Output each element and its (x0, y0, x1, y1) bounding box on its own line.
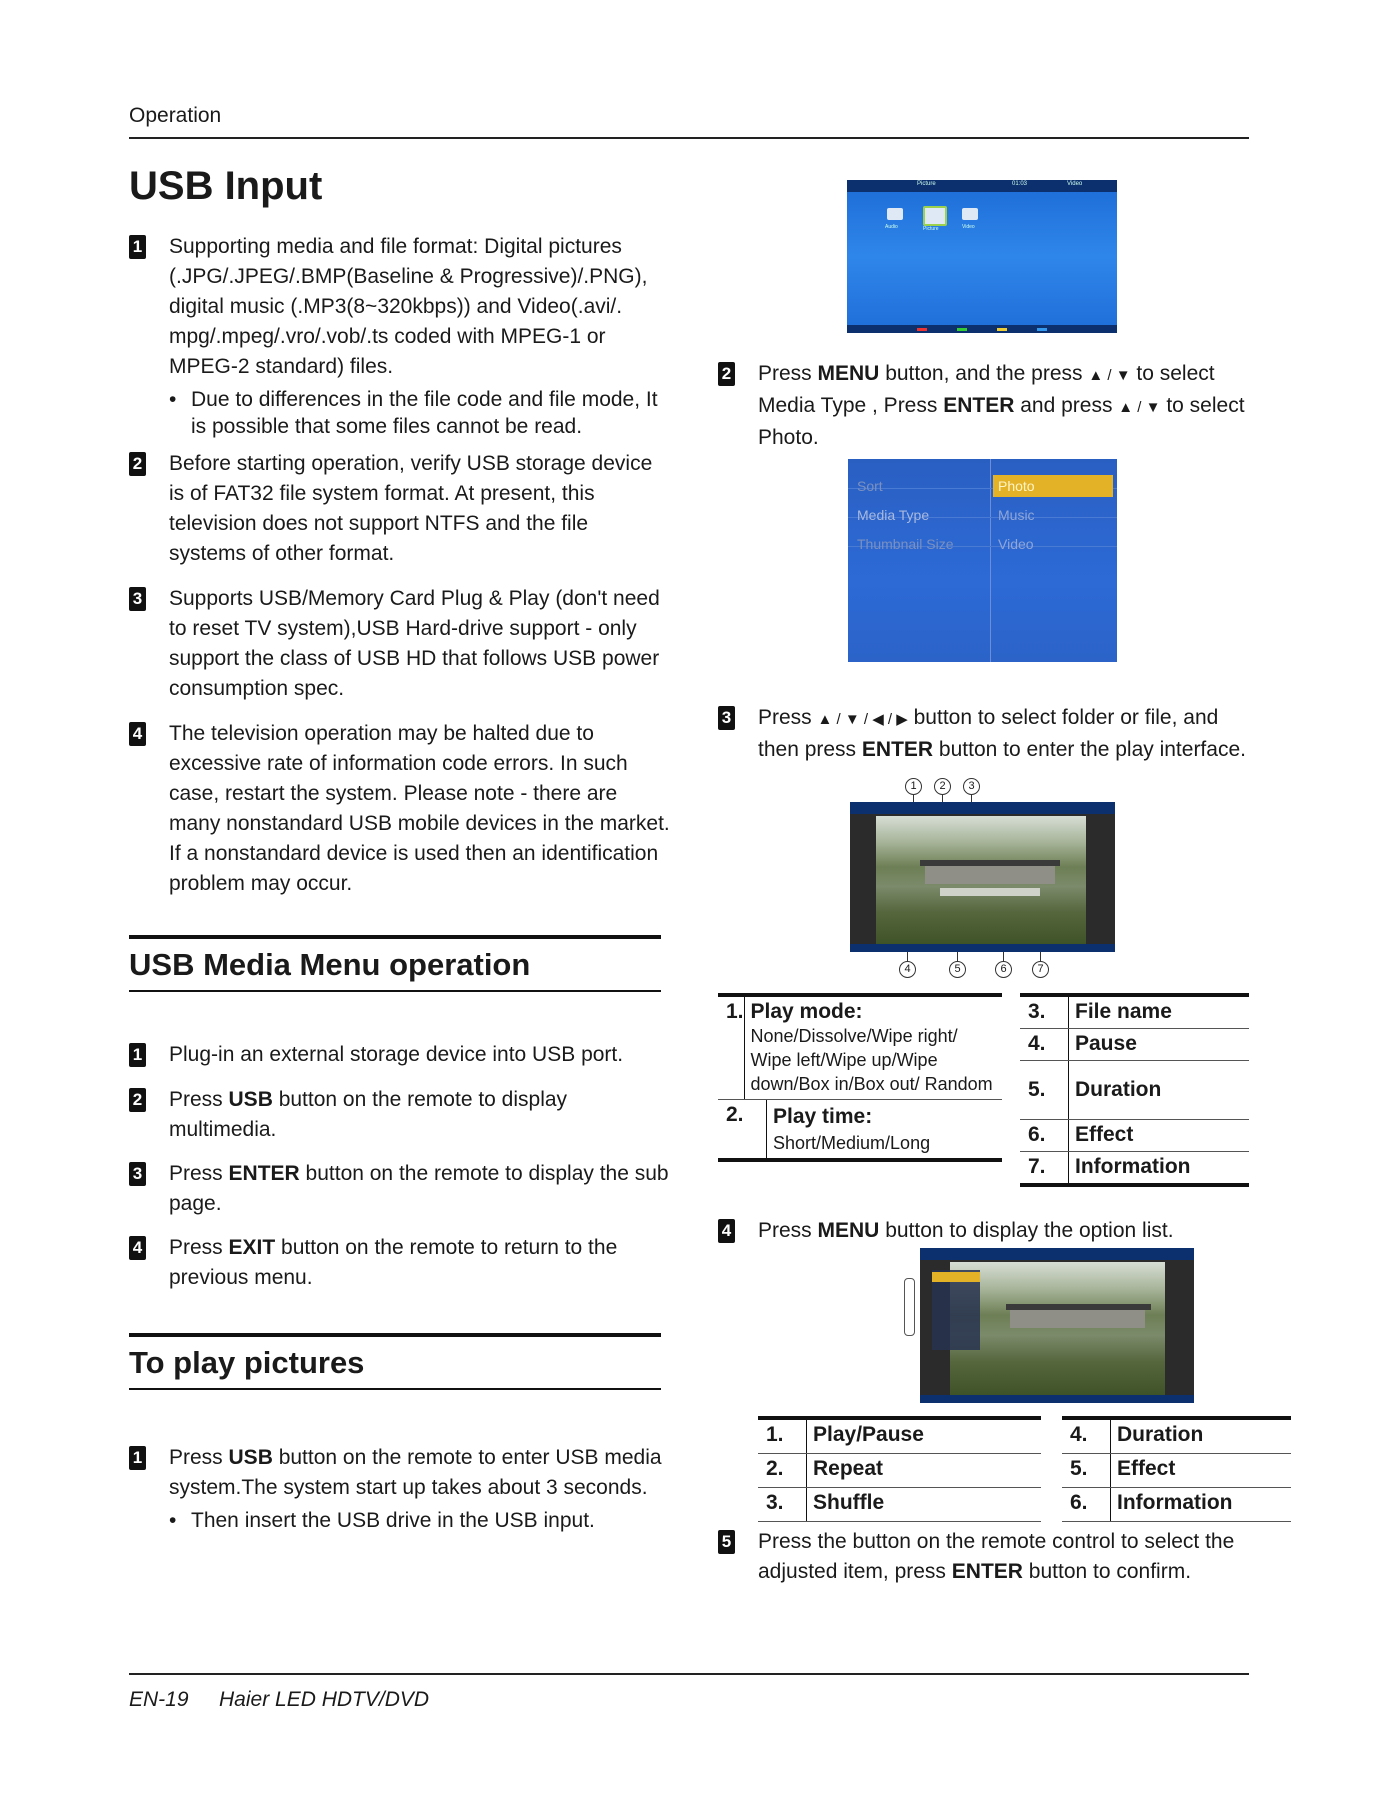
icon-label: Video (962, 224, 975, 230)
option-label: Effect (1117, 1457, 1176, 1480)
step-number-badge: 4 (129, 1236, 146, 1260)
menu-option: Sort (857, 478, 883, 494)
intro-step-2 (129, 449, 669, 569)
menu-value: Video (998, 536, 1034, 552)
step-bullet: • Then insert the USB drive in the USB input. (169, 1507, 674, 1534)
table-row: 7. Information (1020, 1152, 1249, 1183)
step-number-badge: 3 (129, 1162, 146, 1186)
step-text: Supports USB/Memory Card Plug & Play (don't need to reset TV system),USB Hard-drive support - only support the class of USB HD that follows USB power consumption spec. (169, 587, 660, 700)
table-row: 2. Play time: Short/Medium/Long (718, 1100, 1002, 1158)
table-row: 2. Repeat (758, 1454, 1041, 1488)
playback-options-table-right (1020, 993, 1249, 1187)
option-label: Information (1075, 1155, 1191, 1178)
media-step-1 (129, 1040, 669, 1070)
media-type-menu-image (848, 459, 1117, 662)
callout-number: 1 (905, 778, 922, 795)
key-name: ENTER (951, 1560, 1023, 1583)
step-number-badge: 2 (718, 362, 735, 386)
key-name: ENTER (861, 738, 934, 761)
key-name: MENU (817, 362, 880, 385)
page-title: USB Input (129, 164, 323, 208)
option-list-image (920, 1248, 1194, 1403)
folder-icon (923, 206, 947, 226)
table-row: 5. Duration (1020, 1061, 1249, 1120)
callout-number: 6 (995, 961, 1012, 978)
right-step-5: 5 Press the button on the remote control to select the adjusted item, press ENTER button to confirm. (718, 1527, 1258, 1587)
screen-tab: Picture (917, 181, 936, 187)
callout-number: 4 (899, 961, 916, 978)
media-step-2: 2 Press USB button on the remote to display multimedia. (129, 1085, 669, 1145)
menu-option: Media Type (857, 507, 930, 523)
table-row: 1. Play/Pause (758, 1420, 1041, 1454)
callout-number: 7 (1032, 961, 1049, 978)
table-row: 6. Effect (1020, 1120, 1249, 1152)
arrow-keys-icon: ▲ / ▼ / ◀ / ▶ (817, 711, 908, 728)
key-name: EXIT (228, 1236, 276, 1259)
option-label: Play/Pause (813, 1423, 924, 1446)
callout-number: 3 (963, 778, 980, 795)
option-label: Effect (1075, 1123, 1134, 1146)
section-heading-play-pictures: To play pictures (129, 1333, 661, 1390)
step-number-badge: 1 (129, 1446, 146, 1470)
callout-number: 5 (949, 961, 966, 978)
step-text: Supporting media and file format: Digital pictures (.JPG/.JPEG/.BMP(Baseline & Progressive)/.PNG), digital music (.MP3(8~320kbps)) and Video(.avi/. mpg/.mpeg/.vro/.vob/.ts coded with MPEG-1 or MPEG-2 standard) files. (169, 235, 648, 378)
playback-options-table-left (718, 993, 1002, 1162)
section-heading-media-menu: USB Media Menu operation (129, 935, 661, 992)
photo-playback-image (850, 802, 1115, 952)
table-row: 4. Duration (1062, 1420, 1291, 1454)
step-number-badge: 4 (718, 1219, 735, 1243)
option-label: Repeat (813, 1457, 884, 1480)
option-label: Shuffle (813, 1491, 885, 1514)
table-row: 4. Pause (1020, 1029, 1249, 1061)
table-row: 5. Effect (1062, 1454, 1291, 1488)
option-label: Pause (1075, 1032, 1137, 1055)
play-step-1: 1 Press USB button on the remote to enter USB media system.The system start up takes about 3 seconds. • Then insert the USB drive in the USB input. (129, 1443, 674, 1534)
screen-tab: 01:03 (1012, 181, 1028, 187)
table-row: 3. File name (1020, 997, 1249, 1029)
section-label: Operation (129, 104, 222, 127)
arrow-keys-icon: ▲ / ▼ (1088, 367, 1131, 384)
step-number-badge: 2 (129, 1088, 146, 1112)
icon-label: Picture (923, 226, 939, 232)
step-bullet: • Due to differences in the file code and file mode, It is possible that some files cannot be read. (169, 386, 669, 440)
option-list-table-left (758, 1416, 1041, 1522)
option-values: None/Dissolve/Wipe right/ Wipe left/Wipe up/Wipe down/Box in/Box out/ Random (750, 1026, 993, 1094)
media-step-3: 3 Press ENTER button on the remote to display the sub page. (129, 1159, 669, 1219)
key-name: USB (228, 1446, 273, 1469)
media-step-4: 4 Press EXIT button on the remote to return to the previous menu. (129, 1233, 669, 1293)
step-text: Before starting operation, verify USB storage device is of FAT32 file system format. At present, this television does not support NTFS and the file systems of other format. (169, 452, 653, 565)
step-number-badge: 1 (129, 235, 146, 259)
option-label: File name (1075, 1000, 1172, 1023)
footer-rule (129, 1673, 1249, 1675)
table-row: 1. Play mode: None/Dissolve/Wipe right/ Wipe left/Wipe up/Wipe down/Box in/Box out/ Random (718, 997, 1002, 1100)
option-label: Information (1117, 1491, 1233, 1514)
menu-value: Music (998, 507, 1035, 523)
step-number-badge: 3 (129, 587, 146, 611)
step-text: Plug-in an external storage device into USB port. (169, 1043, 624, 1066)
step-number-badge: 4 (129, 722, 146, 746)
intro-step-1 (129, 232, 669, 440)
callout-number: 2 (934, 778, 951, 795)
folder-icon (887, 208, 903, 220)
step-number-badge: 5 (718, 1530, 735, 1554)
key-name: MENU (817, 1219, 880, 1242)
right-step-3: 3 Press ▲ / ▼ / ◀ / ▶ button to select folder or file, and then press ENTER button to enter the play interface. (718, 703, 1258, 765)
option-label: Play time: (773, 1105, 873, 1128)
page-number: EN-19 (129, 1688, 189, 1711)
callout-stack (904, 1278, 915, 1336)
option-values: Short/Medium/Long (773, 1133, 931, 1153)
step-number-badge: 2 (129, 452, 146, 476)
option-list-table-right (1062, 1416, 1291, 1522)
usb-home-screen-image (847, 180, 1117, 333)
product-name: Haier LED HDTV/DVD (219, 1688, 430, 1711)
step-text: The television operation may be halted due to excessive rate of information code errors. In such case, restart the system. Please note - there are many nonstandard USB mobile devices in the market. If a nonstandard device is used then an identification problem may occur. (169, 722, 670, 895)
screen-tab: Video (1067, 181, 1083, 187)
option-label: Duration (1117, 1423, 1204, 1446)
table-row: 3. Shuffle (758, 1488, 1041, 1521)
option-label: Play mode: (750, 1000, 863, 1023)
key-name: ENTER (228, 1162, 300, 1185)
icon-label: Audio (885, 224, 898, 230)
key-name: ENTER (943, 394, 1015, 417)
menu-value-selected: Photo (998, 478, 1035, 494)
menu-option: Thumbnail Size (857, 536, 954, 552)
intro-step-4 (129, 719, 674, 899)
option-label: Duration (1075, 1078, 1162, 1101)
key-name: USB (228, 1088, 273, 1111)
step-number-badge: 3 (718, 706, 735, 730)
folder-icon (962, 208, 978, 220)
step-number-badge: 1 (129, 1043, 146, 1067)
intro-step-3 (129, 584, 669, 704)
arrow-keys-icon: ▲ / ▼ (1118, 399, 1161, 416)
table-row: 6. Information (1062, 1488, 1291, 1521)
top-rule (129, 137, 1249, 139)
right-step-2: 2 Press MENU button, and the press ▲ / ▼ to select Media Type , Press ENTER and press ▲ / ▼ to select Photo. (718, 359, 1258, 453)
right-step-4: 4 Press MENU button to display the option list. (718, 1216, 1258, 1246)
